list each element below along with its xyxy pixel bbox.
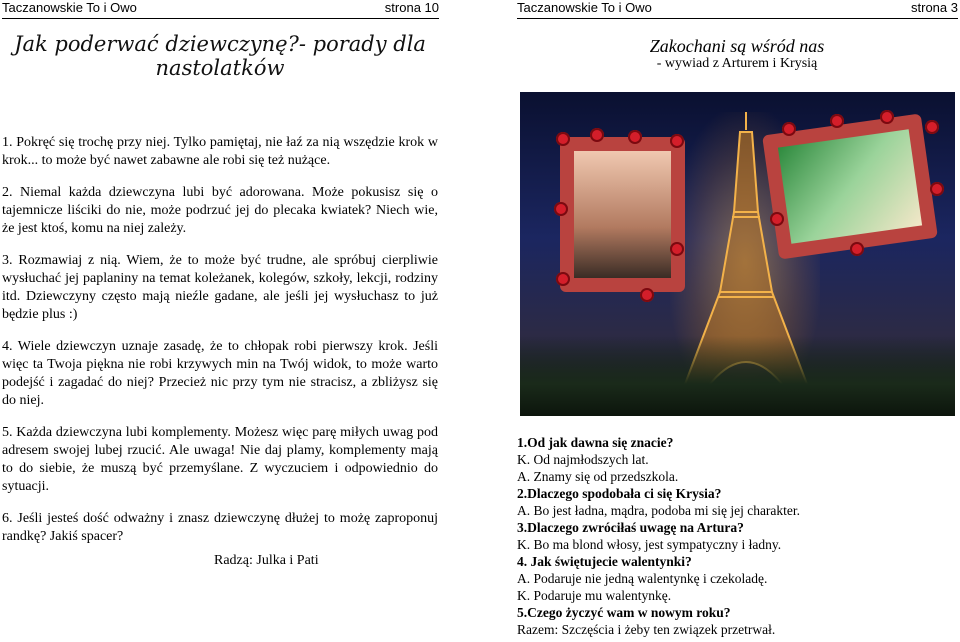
- advice-paragraph: 5. Każda dziewczyna lubi komplementy. Możesz więc parę miłych uwag pod adresem swojej lubej rzucić. Ale uwaga! Nie daj plamy, komplementy mają to do siebie, że muszą być przemyślane. Z wyczuciem i odpowiednio do sytuacji.: [2, 425, 438, 494]
- advice-column: [2, 134, 438, 570]
- answer: K. Bo ma blond włosy, jest sympatyczny i ładny.: [517, 537, 782, 552]
- article-title-left: Jak poderwać dziewczynę?- porady dla nastolatków: [14, 32, 426, 80]
- rose-icon: [556, 132, 570, 146]
- photo-frame-girl: [560, 137, 685, 292]
- interview-qa: [517, 434, 957, 638]
- rose-icon: [830, 114, 844, 128]
- rose-icon: [590, 128, 604, 142]
- header-page-right: strona 3: [911, 0, 958, 15]
- rose-icon: [628, 130, 642, 144]
- header-page-left: strona 10: [384, 0, 439, 15]
- question: 1.Od jak dawna się znacie?: [517, 435, 674, 450]
- question: 4. Jak świętujecie walentynki?: [517, 554, 692, 569]
- advice-paragraph: 6. Jeśli jesteś dość odważny i znasz dziewczynę dłużej to możę zaproponuj randkę? Jakiś spacer?: [2, 511, 438, 544]
- rose-icon: [850, 242, 864, 256]
- eiffel-tower-collage: [520, 92, 955, 416]
- question: 5.Czego życzyć wam w nowym roku?: [517, 605, 731, 620]
- answer: A. Znamy się od przedszkola.: [517, 469, 679, 484]
- question: 2.Dlaczego spodobała ci się Krysia?: [517, 486, 722, 501]
- signature: Radzą: Julka i Pati: [214, 553, 319, 568]
- rose-icon: [670, 134, 684, 148]
- header-title-left: Taczanowskie To i Owo: [2, 0, 137, 15]
- park-ground: [520, 336, 955, 416]
- answer: A. Bo jest ładna, mądra, podoba mi się jej charakter.: [517, 503, 801, 518]
- rose-icon: [554, 202, 568, 216]
- rose-icon: [770, 212, 784, 226]
- rose-icon: [930, 182, 944, 196]
- rose-icon: [782, 122, 796, 136]
- advice-paragraph: 3. Rozmawiaj z nią. Wiem, że to może być trudne, ale spróbuj cierpliwie wysłuchać jej paplaniny na temat koleżanek, kolegów, szkoły, lekcji, rodziny itd. Dziewczyny często mają nieźle gadane, ale jeśli jej wysłuchasz to już będzie plus :): [2, 253, 438, 322]
- advice-paragraph: 2. Niemal każda dziewczyna lubi być adorowana. Może pokusisz się o tajemnicze liściki do nie, może podrzuć jej do plecaka kwiatek? Niech wie, że jest ktoś, komu na niej zależy.: [2, 185, 438, 236]
- rose-icon: [925, 120, 939, 134]
- answer: K. Od najmłodszych lat.: [517, 452, 649, 467]
- article-subtitle-right: - wywiad z Arturem i Krysią: [656, 56, 818, 71]
- advice-paragraph: 1. Pokręć się trochę przy niej. Tylko pamiętaj, nie łaź za nią wszędzie krok w krok... to może być nawet zabawne ale robi się też nużące.: [2, 135, 438, 168]
- rose-icon: [640, 288, 654, 302]
- question: 3.Dlaczego zwróciłaś uwagę na Artura?: [517, 520, 744, 535]
- article-title-right: Zakochani są wśród nas: [649, 36, 825, 56]
- rose-icon: [556, 272, 570, 286]
- rose-icon: [670, 242, 684, 256]
- rose-icon: [880, 110, 894, 124]
- answer: K. Podaruje mu walentynkę.: [517, 588, 672, 603]
- page-header-right: [517, 0, 958, 19]
- page-header-left: [2, 0, 439, 19]
- answer: Razem: Szczęścia i żeby ten związek przetrwał.: [517, 622, 776, 637]
- answer: A. Podaruje nie jedną walentynkę i czekoladę.: [517, 571, 768, 586]
- header-title-right: Taczanowskie To i Owo: [517, 0, 652, 15]
- advice-paragraph: 4. Wiele dziewczyn uznaje zasadę, że to chłopak robi pierwszy krok. Jeśli więc ta Twoja piękna nie robi krzywych min na Twój widok, to może warto podejść i zagadać do niej? Przecież nic przy tym nie stracisz, a zbliżysz się do niej.: [2, 339, 438, 408]
